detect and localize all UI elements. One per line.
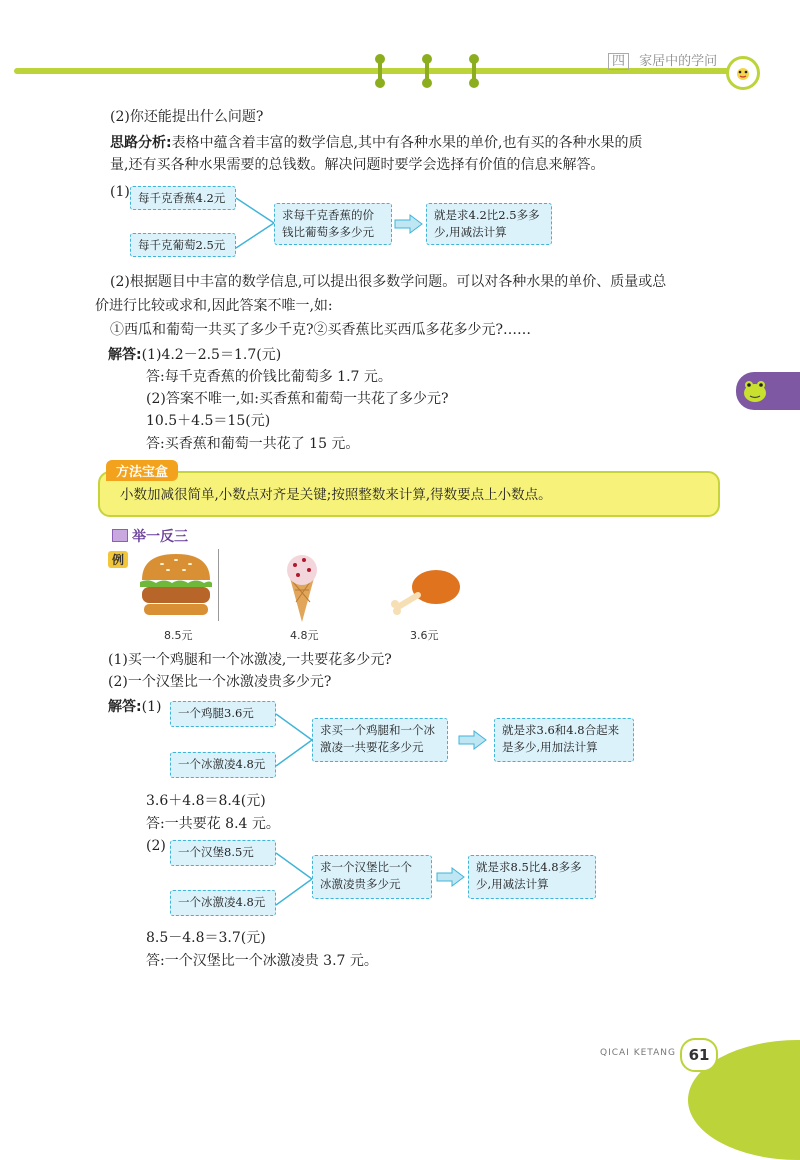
chapter-header — [608, 50, 717, 69]
diagram1-method-l2: 少,用减法计算 — [434, 225, 507, 239]
analysis-text-1: 表格中蕴含着丰富的数学信息,其中有各种水果的单价,也有买的各种水果的质 — [171, 135, 643, 151]
analysis-line-1 — [110, 133, 643, 153]
answer1-line-1 — [108, 345, 281, 365]
para2-line-3: ①西瓜和葡萄一共买了多少千克?②买香蕉比买西瓜多花多少元?…… — [110, 322, 532, 338]
question-2: (2)你还能提出什么问题? — [110, 109, 264, 125]
diagram1-fact-grape: 每千克葡萄2.5元 — [130, 233, 236, 257]
binder-pin — [378, 56, 382, 86]
hamburger-image — [138, 550, 214, 620]
diagram2-header — [108, 697, 161, 717]
analysis-line-2: 量,还有买各种水果需要的总钱数。解决问题时要学会选择有价值的信息来解答。 — [110, 157, 605, 173]
answer1-line-3: (2)答案不唯一,如:买香蕉和葡萄一共花了多少元? — [146, 391, 449, 407]
diagram1-method-l1: 就是求4.2比2.5多多 — [434, 208, 540, 222]
binder-pin — [472, 56, 476, 86]
diagram2-method-l1: 就是求3.6和4.8合起来 — [502, 723, 620, 737]
diagram2-fact-icecream: 一个冰激凌4.8元 — [170, 752, 276, 778]
answer1-line-5: 答:买香蕉和葡萄一共花了 15 元。 — [146, 436, 360, 452]
diagram2-question-l1: 求买一个鸡腿和一个冰 — [320, 723, 435, 737]
binder-pin — [425, 56, 429, 86]
diagram2-marker: (1) — [141, 699, 162, 715]
para2-line-2: 价进行比较或求和,因此答案不唯一,如: — [95, 298, 333, 314]
diagram1-method-box — [426, 203, 552, 245]
footer-brand: QICAI KETANG — [600, 1048, 676, 1058]
diagram2-question-box — [312, 718, 448, 762]
diagram2-connector — [276, 712, 314, 768]
chicken-leg-image — [388, 567, 462, 617]
answer1-line-2: 答:每千克香蕉的价钱比葡萄多 1.7 元。 — [146, 369, 392, 385]
diagram1-question-l1: 求每千克香蕉的价 — [282, 208, 374, 222]
example-question-1: (1)买一个鸡腿和一个冰激凌,一共要花多少元? — [108, 652, 392, 668]
diagram3-answer: 答:一个汉堡比一个冰激凌贵 3.7 元。 — [146, 953, 378, 969]
diagram2-method-l2: 是多少,用加法计算 — [502, 740, 598, 754]
diagram1-fact-banana: 每千克香蕉4.2元 — [130, 186, 236, 210]
chapter-number: 四 — [608, 53, 629, 70]
diagram1-question-box — [274, 203, 392, 245]
arrow-right-icon — [436, 867, 466, 887]
diagram2-fact-chicken: 一个鸡腿3.6元 — [170, 701, 276, 727]
example-tag — [108, 551, 128, 568]
page-number — [680, 1038, 718, 1072]
analysis-label: 思路分析: — [110, 135, 172, 151]
diagram2-calc: 3.6＋4.8＝8.4(元) — [146, 793, 266, 809]
answer1-calc-1: (1)4.2－2.5＝1.7(元) — [141, 347, 282, 363]
diagram2-label: 解答: — [108, 699, 142, 715]
divider-line — [218, 549, 219, 621]
diagram2-question-l2: 激凌一共要花多少元 — [320, 740, 424, 754]
example-title-text: 举一反三 — [132, 529, 188, 545]
diagram3-fact-hamburger: 一个汉堡8.5元 — [170, 840, 276, 866]
method-tag-label: 方法宝盒 — [116, 465, 169, 480]
diagram3-method-box — [468, 855, 596, 899]
diagram3-calc: 8.5－4.8＝3.7(元) — [146, 930, 266, 946]
diagram2-method-box — [494, 718, 634, 762]
diagram3-method-l1: 就是求8.5比4.8多多 — [476, 860, 582, 874]
chicken-leg-price: 3.6元 — [410, 629, 439, 642]
answer1-label: 解答: — [108, 347, 142, 363]
mascot-icon — [726, 56, 760, 90]
diagram2-answer: 答:一共要花 8.4 元。 — [146, 816, 280, 832]
arrow-right-icon — [394, 214, 424, 234]
diagram3-question-l2: 冰激凌贵多少元 — [320, 877, 401, 891]
book-icon — [112, 529, 128, 542]
para2-line-1: (2)根据题目中丰富的数学信息,可以提出很多数学问题。可以对各种水果的单价、质量或总 — [110, 274, 667, 290]
frog-icon — [740, 376, 770, 406]
method-tag — [106, 460, 178, 481]
method-text: 小数加减很简单,小数点对齐是关键;按照整数来计算,得数要点上小数点。 — [120, 487, 552, 503]
chapter-title: 家居中的学问 — [639, 54, 718, 69]
diagram3-fact-icecream: 一个冰激凌4.8元 — [170, 890, 276, 916]
diagram3-question-box — [312, 855, 432, 899]
answer1-line-4: 10.5＋4.5＝15(元) — [146, 413, 271, 429]
ice-cream-price: 4.8元 — [290, 629, 319, 642]
page-number-text: 61 — [688, 1046, 710, 1064]
method-box — [98, 471, 720, 517]
side-tab — [736, 372, 800, 410]
diagram3-connector — [276, 851, 314, 907]
diagram1-connector — [236, 196, 276, 250]
example-question-2: (2)一个汉堡比一个冰激凌贵多少元? — [108, 674, 332, 690]
diagram3-question-l1: 求一个汉堡比一个 — [320, 860, 412, 874]
diagram1-question-l2: 钱比葡萄多多少元 — [282, 225, 374, 239]
arrow-right-icon — [458, 730, 488, 750]
example-tag-label: 例 — [112, 553, 125, 567]
diagram1-marker: (1) — [110, 184, 130, 200]
diagram3-marker: (2) — [146, 838, 166, 854]
example-section-title — [112, 526, 188, 546]
diagram3-method-l2: 少,用减法计算 — [476, 877, 549, 891]
ice-cream-image — [282, 550, 322, 624]
hamburger-price: 8.5元 — [164, 629, 193, 642]
